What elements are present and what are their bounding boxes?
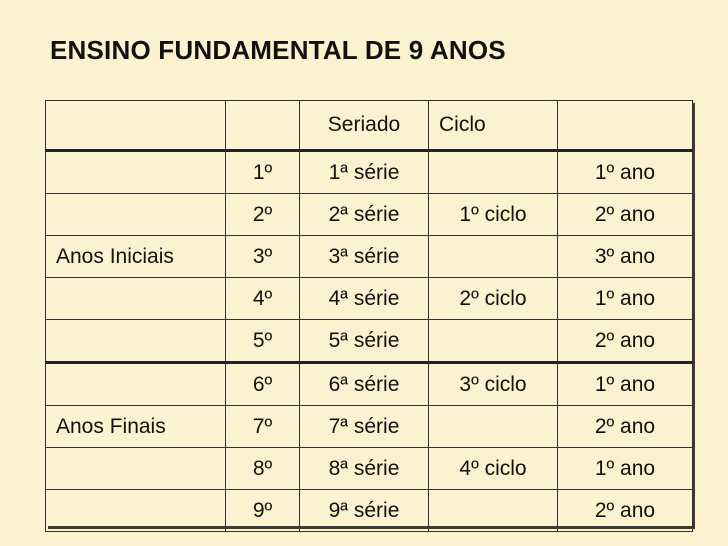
number-cell: 1º bbox=[226, 151, 300, 194]
header-cell-seriado: Seriado bbox=[300, 101, 429, 151]
header-cell-ciclo: Ciclo bbox=[429, 101, 558, 151]
number-cell: 5º bbox=[226, 320, 300, 363]
table-row bbox=[46, 151, 693, 194]
page-title: ENSINO FUNDAMENTAL DE 9 ANOS bbox=[50, 35, 506, 65]
segment-cell bbox=[46, 363, 226, 406]
number-cell: 3º bbox=[226, 236, 300, 278]
serie-cell: 1ª série bbox=[300, 151, 429, 194]
table-row bbox=[46, 448, 693, 490]
number-cell: 2º bbox=[226, 194, 300, 236]
segment-cell bbox=[46, 194, 226, 236]
number-cell: 8º bbox=[226, 448, 300, 490]
header-cell-number bbox=[226, 101, 300, 151]
number-cell: 6º bbox=[226, 363, 300, 406]
ciclo-cell bbox=[429, 490, 558, 532]
number-cell: 7º bbox=[226, 406, 300, 448]
serie-cell: 6ª série bbox=[300, 363, 429, 406]
grade-table bbox=[45, 100, 693, 532]
serie-cell: 7ª série bbox=[300, 406, 429, 448]
segment-cell bbox=[46, 448, 226, 490]
segment-cell bbox=[46, 320, 226, 363]
serie-cell: 3ª série bbox=[300, 236, 429, 278]
segment-cell bbox=[46, 151, 226, 194]
ano-cell: 2º ano bbox=[558, 194, 693, 236]
ciclo-cell bbox=[429, 151, 558, 194]
ciclo-cell: 3º ciclo bbox=[429, 363, 558, 406]
ano-cell: 1º ano bbox=[558, 278, 693, 320]
ano-cell: 2º ano bbox=[558, 406, 693, 448]
serie-cell: 4ª série bbox=[300, 278, 429, 320]
ano-cell: 3º ano bbox=[558, 236, 693, 278]
serie-cell: 8ª série bbox=[300, 448, 429, 490]
serie-cell: 9ª série bbox=[300, 490, 429, 532]
ano-cell: 2º ano bbox=[558, 490, 693, 532]
number-cell: 4º bbox=[226, 278, 300, 320]
table-container bbox=[45, 100, 692, 526]
ciclo-cell bbox=[429, 236, 558, 278]
table-row bbox=[46, 236, 693, 278]
segment-cell: Anos Finais bbox=[46, 406, 226, 448]
table-row bbox=[46, 406, 693, 448]
ciclo-cell: 1º ciclo bbox=[429, 194, 558, 236]
table-row bbox=[46, 278, 693, 320]
table-header-row bbox=[46, 101, 693, 151]
ciclo-cell: 4º ciclo bbox=[429, 448, 558, 490]
segment-cell bbox=[46, 278, 226, 320]
table-row bbox=[46, 490, 693, 532]
segment-cell: Anos Iniciais bbox=[46, 236, 226, 278]
ciclo-cell bbox=[429, 406, 558, 448]
table-row bbox=[46, 320, 693, 363]
serie-cell: 5ª série bbox=[300, 320, 429, 363]
ano-cell: 2º ano bbox=[558, 320, 693, 363]
header-cell-segment bbox=[46, 101, 226, 151]
ano-cell: 1º ano bbox=[558, 363, 693, 406]
segment-cell bbox=[46, 490, 226, 532]
ano-cell: 1º ano bbox=[558, 151, 693, 194]
ano-cell: 1º ano bbox=[558, 448, 693, 490]
ciclo-cell: 2º ciclo bbox=[429, 278, 558, 320]
table-row bbox=[46, 363, 693, 406]
header-cell-ano bbox=[558, 101, 693, 151]
number-cell: 9º bbox=[226, 490, 300, 532]
table-row bbox=[46, 194, 693, 236]
serie-cell: 2ª série bbox=[300, 194, 429, 236]
ciclo-cell bbox=[429, 320, 558, 363]
